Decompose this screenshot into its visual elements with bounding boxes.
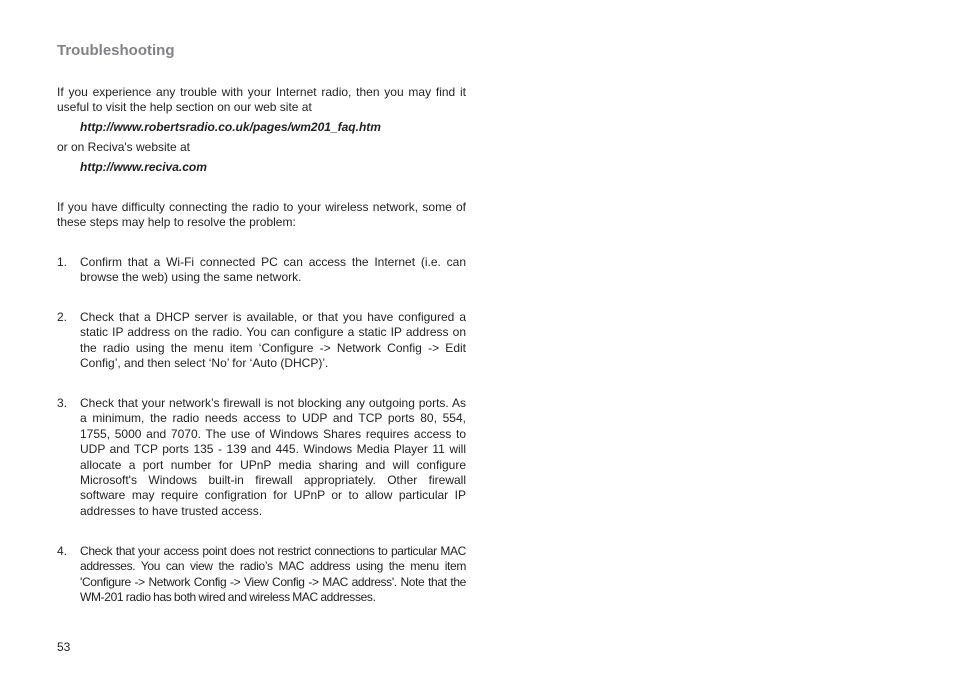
step-3 [57,396,466,519]
difficulty-paragraph: If you have difficulty connecting the radio to your wireless network, some of these steps may help to resolve the problem: [57,200,466,230]
step-text: Check that your access point does not restrict connections to particular MAC addresses. You can view the radio’s MAC address using the menu item 'Configure -> Network Config -> View Config -> MAC address'. Note that the WM-201 radio has both wired and wireless MAC addresses. [80,544,466,605]
or-reciva-text: or on Reciva's website at [57,140,191,154]
step-number: 2. [57,310,68,324]
intro-paragraph: If you experience any trouble with your Internet radio, then you may find it useful to visit the help section on our web site at [57,85,466,115]
step-2 [57,310,466,372]
step-number: 1. [57,255,68,269]
reciva-link[interactable]: http://www.reciva.com [80,160,207,174]
step-1 [57,255,466,286]
step-number: 4. [57,544,68,558]
step-number: 3. [57,396,68,410]
step-text: Check that a DHCP server is available, or that you have configured a static IP address on the radio. You can configure a static IP address on the radio using the menu item ‘Configure -> Network Config -> Edit Config’, and then select ‘No’ for ‘Auto (DHCP)’. [80,310,466,371]
roberts-faq-link[interactable]: http://www.robertsradio.co.uk/pages/wm201_faq.htm [80,120,381,134]
step-text: Confirm that a Wi-Fi connected PC can access the Internet (i.e. can browse the web) using the same network. [80,255,466,285]
page-number: 53 [57,640,71,654]
step-text: Check that your network’s firewall is not blocking any outgoing ports. As a minimum, the radio needs access to UDP and TCP ports 80, 554, 1755, 5000 and 7070. The use of Windows Shares requires access to UDP and TCP ports 135 - 139 and 445. Windows Media Player 11 will allocate a port number for UPnP media sharing and will configure Microsoft's Windows built-in firewall appropriately. Other firewall software may require configration for UPnP or to allow particular IP addresses to have trusted access. [80,396,466,518]
step-4 [57,544,466,606]
section-heading: Troubleshooting [57,42,175,59]
